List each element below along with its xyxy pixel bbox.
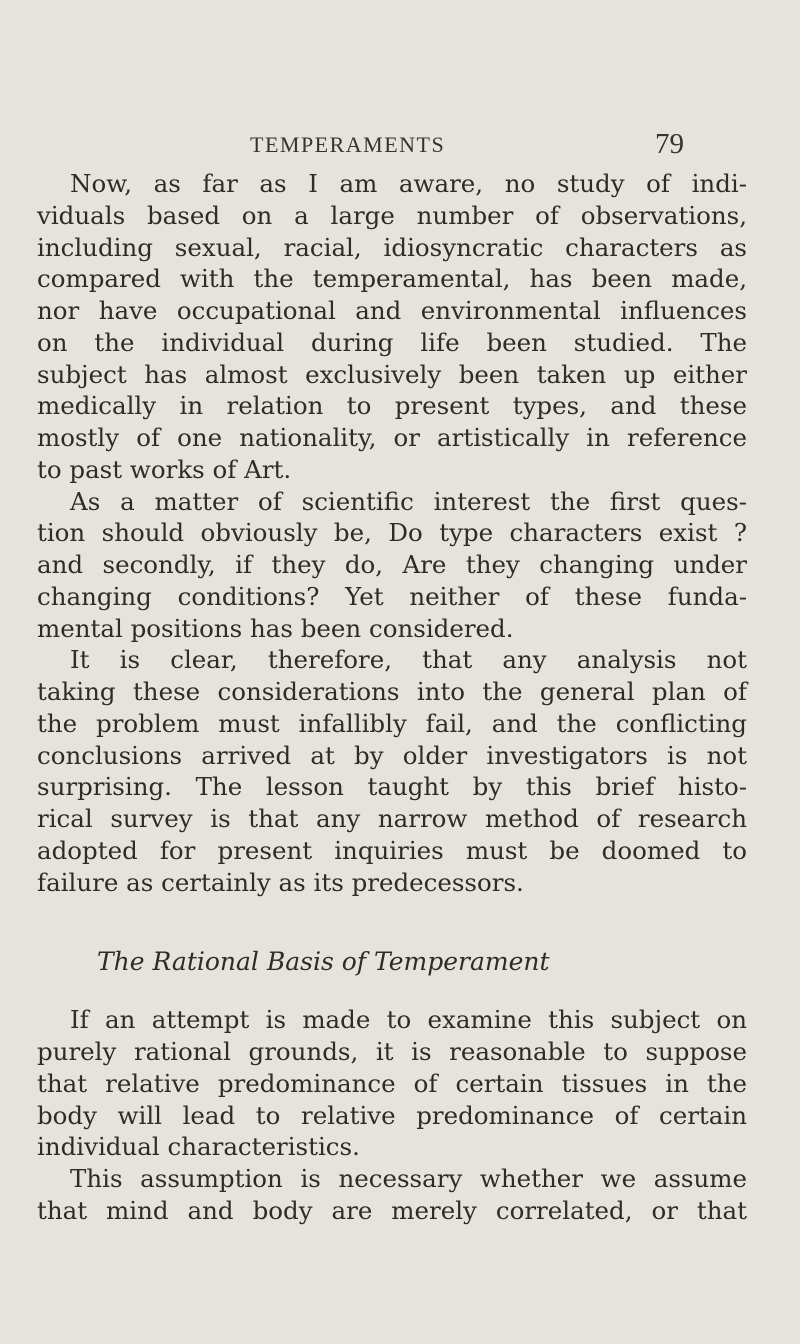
section-heading: The Rational Basis of Temperament — [97, 947, 550, 977]
text-line: changing conditions? Yet neither of these funda- — [37, 581, 747, 611]
text-line: individual characteristics. — [37, 1132, 360, 1162]
section-gap — [37, 982, 747, 1004]
running-title: TEMPERAMENTS — [250, 132, 446, 157]
text-line: viduals based on a large number of observations, — [37, 200, 747, 230]
text-line: body will lead to relative predominance of certain — [37, 1100, 747, 1130]
text-line: that mind and body are merely correlated, or that — [37, 1195, 747, 1225]
text-line: compared with the temperamental, has been made, — [37, 264, 747, 294]
text-line: purely rational grounds, it is reasonable to suppose — [37, 1037, 747, 1066]
page-number: 79 — [655, 128, 684, 160]
text-line: including sexual, racial, idiosyncratic characters as — [37, 232, 747, 262]
text-line: to past works of Art. — [37, 454, 292, 484]
text-line: surprising. The lesson taught by this brief histo- — [37, 772, 747, 802]
text-line: and secondly, if they do, Are they changing under — [37, 550, 747, 579]
body-text — [37, 168, 747, 1227]
text-line: that relative predominance of certain tissues in the — [37, 1068, 747, 1098]
text-line: the problem must infallibly fail, and the conflicting — [37, 708, 747, 738]
text-line: nor have occupational and environmental influences — [37, 296, 747, 325]
text-line: conclusions arrived at by older investigators is not — [37, 740, 747, 770]
text-line: This assumption is necessary whether we assume — [70, 1164, 747, 1193]
running-head — [0, 128, 800, 164]
text-line: Now, as far as I am aware, no study of indi- — [70, 169, 747, 198]
text-line: As a matter of scientific interest the first ques- — [70, 486, 747, 516]
section-gap — [37, 898, 747, 942]
text-line: medically in relation to present types, and these — [37, 391, 747, 421]
text-line: taking these considerations into the general plan of — [37, 677, 747, 706]
text-line: mostly of one nationality, or artistically in reference — [37, 423, 747, 452]
text-line: mental positions has been considered. — [37, 613, 514, 643]
text-line: subject has almost exclusively been taken up either — [37, 359, 747, 389]
text-line: adopted for present inquiries must be doomed to — [37, 835, 747, 865]
text-line: It is clear, therefore, that any analysis not — [70, 645, 747, 675]
text-line: If an attempt is made to examine this subject on — [70, 1005, 747, 1035]
text-line: on the individual during life been studied. The — [37, 327, 747, 357]
text-line: failure as certainly as its predecessors. — [37, 867, 524, 897]
text-line: rical survey is that any narrow method of research — [37, 804, 747, 833]
text-line: tion should obviously be, Do type characters exist ? — [37, 518, 747, 548]
